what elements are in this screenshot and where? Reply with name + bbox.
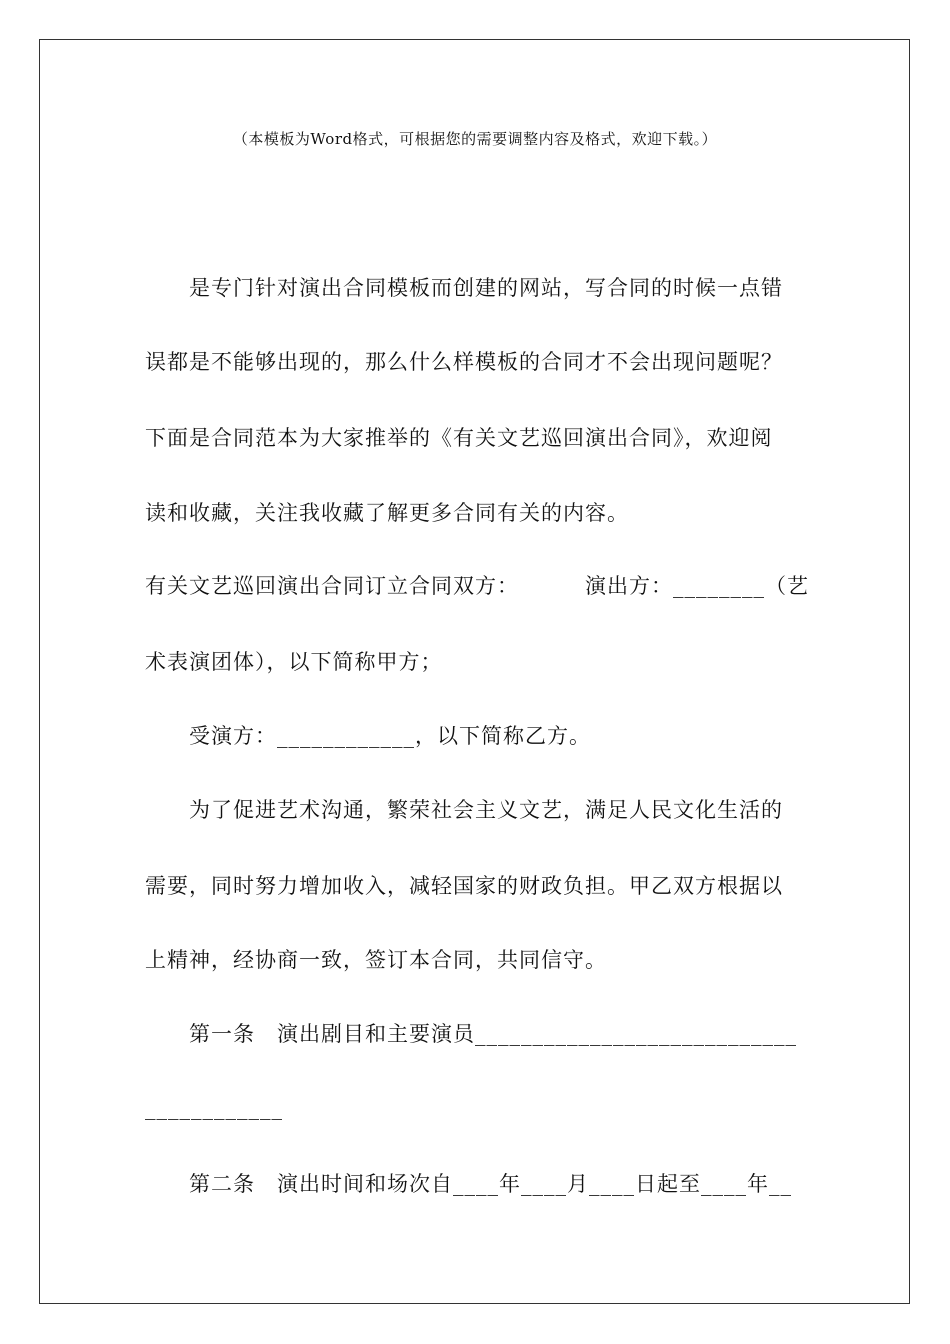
paragraph-line: 术表演团体），以下简称甲方；	[145, 650, 443, 674]
article-2-text: 演出时间和场次自____年____月____日起至____年__	[277, 1172, 792, 1196]
article-2-number: 第二条	[189, 1172, 255, 1196]
paragraph-line: 误都是不能够出现的，那么什么样模板的合同才不会出现问题呢？	[145, 350, 783, 374]
paragraph-line: 需要，同时努力增加收入，减轻国家的财政负担。甲乙双方根据以	[145, 874, 783, 898]
parties-line	[145, 571, 809, 601]
template-note: （本模板为Word格式，可根据您的需要调整内容及格式，欢迎下载。）	[232, 130, 718, 148]
paragraph-line: 读和收藏，关注我收藏了解更多合同有关的内容。	[145, 501, 629, 525]
paragraph-line: 为了促进艺术沟通，繁荣社会主义文艺，满足人民文化生活的	[189, 798, 783, 822]
parties-heading: 有关文艺巡回演出合同订立合同双方：	[145, 574, 519, 598]
receiver-field: 受演方：____________，以下简称乙方。	[189, 724, 591, 748]
article-1-text: 演出剧目和主要演员____________________________	[277, 1022, 797, 1046]
article-1-number: 第一条	[189, 1022, 255, 1046]
performer-field: 演出方：________（艺	[585, 574, 809, 598]
blank-line: ____________	[145, 1096, 283, 1120]
article-1	[189, 1019, 797, 1049]
article-2	[189, 1169, 792, 1199]
paragraph-line: 上精神，经协商一致，签订本合同，共同信守。	[145, 948, 607, 972]
paragraph-line: 下面是合同范本为大家推举的《有关文艺巡回演出合同》，欢迎阅	[145, 426, 773, 450]
paragraph-line: 是专门针对演出合同模板而创建的网站，写合同的时候一点错	[189, 276, 783, 300]
